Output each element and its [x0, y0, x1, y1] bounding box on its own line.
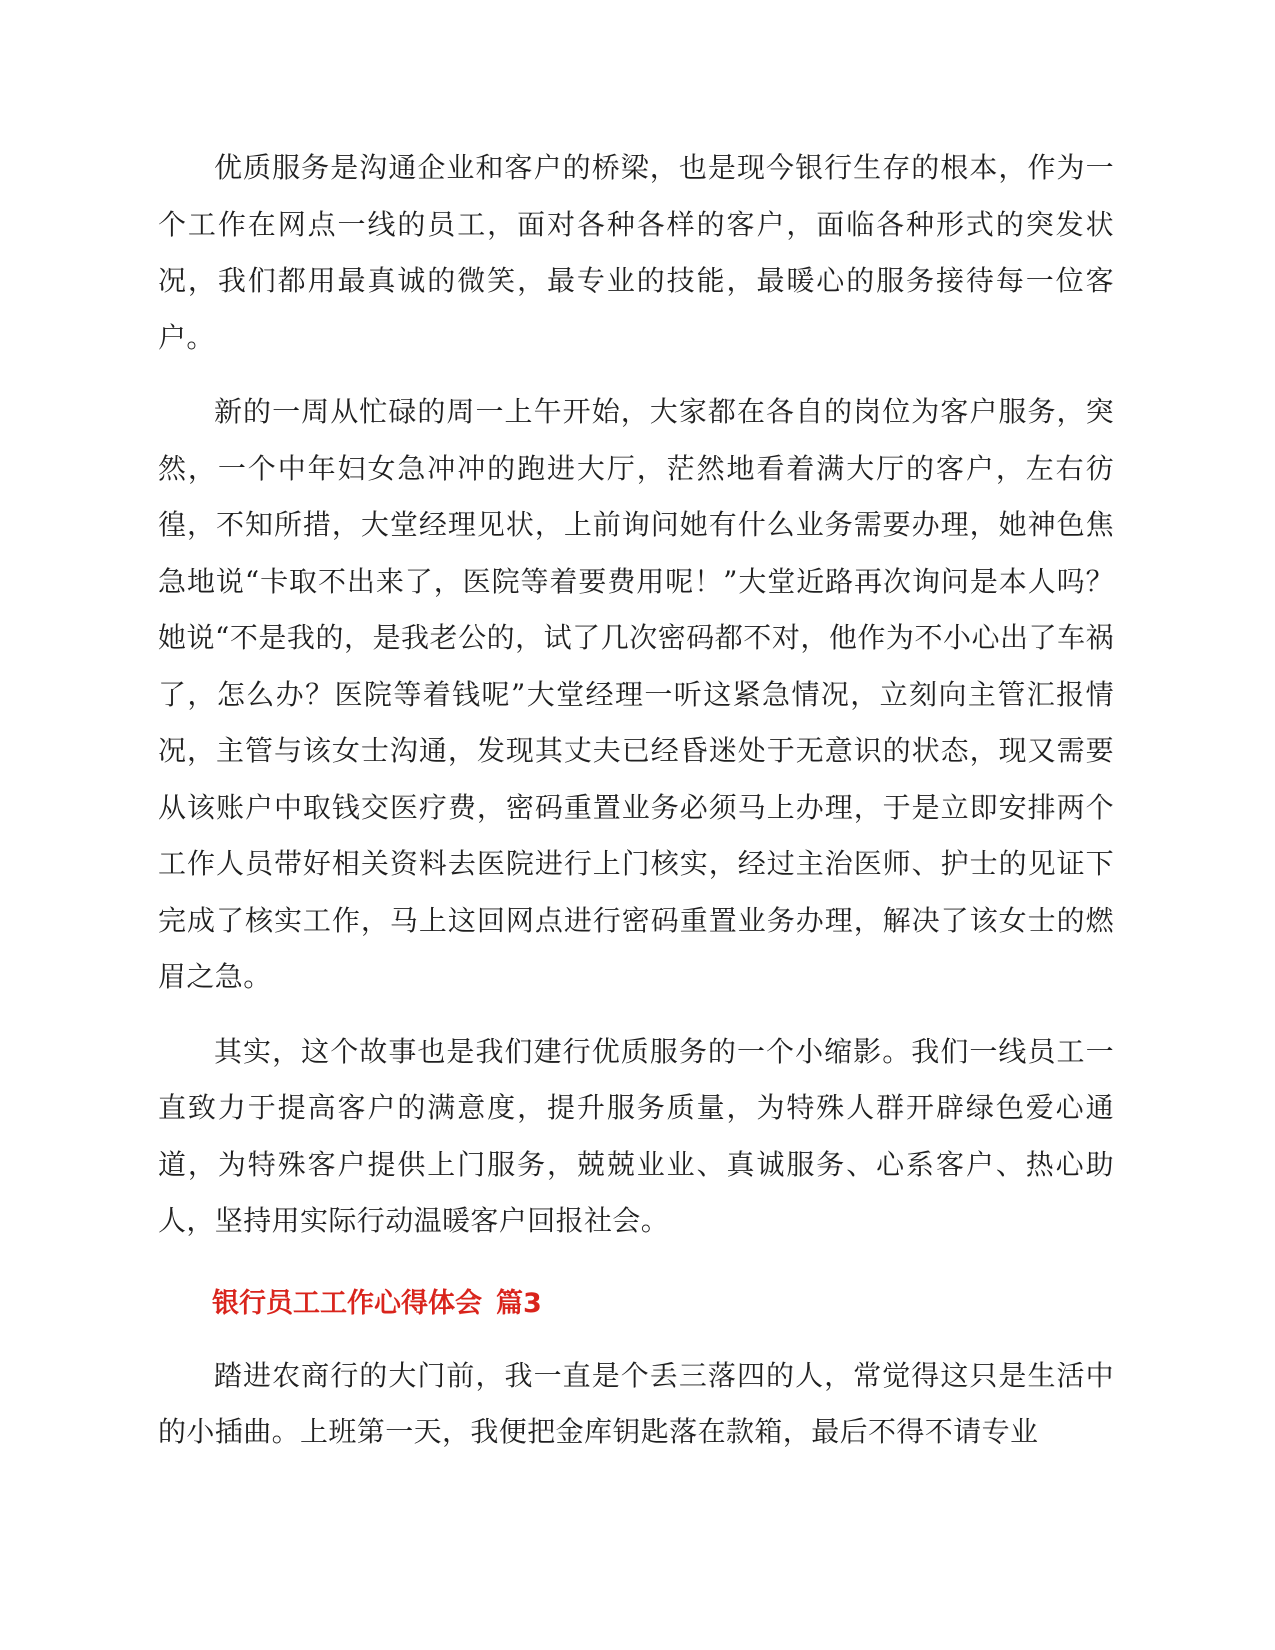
paragraph-section3-opening: 踏进农商行的大门前，我一直是个丢三落四的人，常觉得这只是生活中的小插曲。上班第一天，我便把金库钥匙落在款箱，最后不得不请专业 — [158, 1358, 1114, 1448]
paragraph-story: 新的一周从忙碌的周一上午开始，大家都在各自的岗位为客户服务，突然，一个中年妇女急冲冲的跑进大厅，茫然地看着满大厅的客户，左右彷徨，不知所措，大堂经理见状，上前询问她有什么业务需要办理，她神色焦急地说“卡取不出来了，医院等着要费用呢！”大堂近路再次询问是本人吗？她说“不是我的，是我老公的，试了几次密码都不对，他作为不小心出了车祸了，怎么办？医院等着钱呢”大堂经理一听这紧急情况，立刻向主管汇报情况，主管与该女士沟通，发现其丈夫已经昏迷处于无意识的状态，现又需要从该账户中取钱交医疗费，密码重置业务必须马上办理，于是立即安排两个工作人员带好相关资料去医院进行上门核实，经过主治医师、护士的见证下完成了核实工作，马上这回网点进行密码重置业务办理，解决了该女士的燃眉之急。 — [158, 395, 1114, 993]
paragraph-service-intro: 优质服务是沟通企业和客户的桥梁，也是现今银行生存的根本，作为一个工作在网点一线的员工，面对各种各样的客户，面临各种形式的突发状况，我们都用最真诚的微笑，最专业的技能，最暖心的服务接待每一位客户。 — [158, 151, 1114, 354]
section-heading — [158, 1282, 1114, 1326]
section-heading-title: 银行员工工作心得体会 — [212, 1287, 482, 1319]
section-heading-label: 篇3 — [496, 1287, 542, 1319]
document-page — [158, 140, 1114, 1479]
paragraph-summary: 其实，这个故事也是我们建行优质服务的一个小缩影。我们一线员工一直致力于提高客户的满意度，提升服务质量，为特殊人群开辟绿色爱心通道，为特殊客户提供上门服务，兢兢业业、真诚服务、心系客户、热心助人，坚持用实际行动温暖客户回报社会。 — [158, 1034, 1114, 1237]
